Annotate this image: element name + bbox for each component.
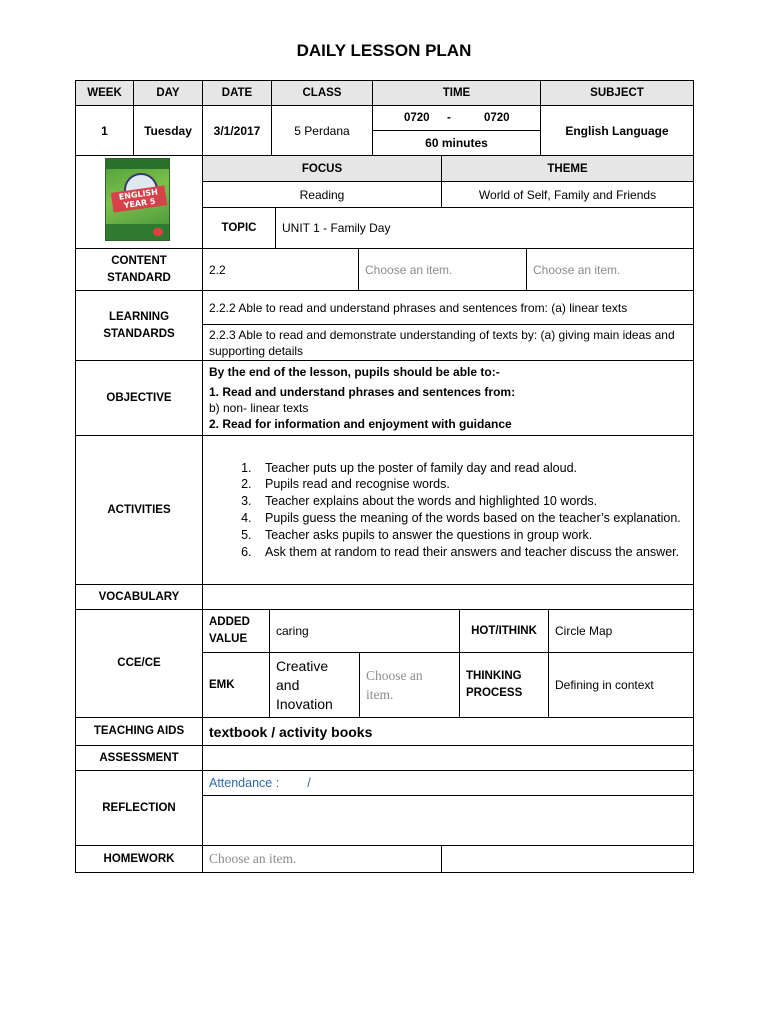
- activities-content: [202, 435, 694, 585]
- activity-item: 5. Teacher asks pupils to answer the questions in group work.: [255, 527, 681, 544]
- day-value: Tuesday: [133, 105, 203, 156]
- activity-item: 2. Pupils read and recognise words.: [255, 476, 681, 493]
- objective-line-2: b) non- linear texts: [209, 401, 309, 415]
- attendance-row[interactable]: [202, 770, 694, 796]
- theme-value: World of Self, Family and Friends: [441, 181, 694, 208]
- vocabulary-value[interactable]: [202, 584, 694, 610]
- emk-choice[interactable]: Choose an item.: [359, 652, 460, 718]
- emk-label: EMK: [202, 652, 270, 718]
- homework-choice[interactable]: Choose an item.: [202, 845, 442, 873]
- topic-value: UNIT 1 - Family Day: [275, 207, 694, 249]
- teaching-aids-label: TEACHING AIDS: [75, 717, 203, 746]
- objective-line-3: 2. Read for information and enjoyment with guidance: [209, 417, 512, 431]
- objective-line-1: 1. Read and understand phrases and sentences from:: [209, 385, 516, 399]
- learning-standard-2: 2.2.3 Able to read and demonstrate understanding of texts by: (a) giving main ideas and supporting details: [202, 324, 694, 361]
- theme-header: THEME: [441, 155, 694, 182]
- page-title: DAILY LESSON PLAN: [296, 41, 472, 60]
- week-header: WEEK: [75, 80, 134, 106]
- content-standard-choice-2[interactable]: Choose an item.: [526, 248, 694, 291]
- activities-label: ACTIVITIES: [75, 435, 203, 585]
- time-separator: -: [447, 112, 451, 124]
- time-start: 0720: [404, 112, 430, 124]
- time-header: TIME: [372, 80, 541, 106]
- objective-content: [202, 360, 694, 436]
- content-standard-choice-1[interactable]: Choose an item.: [358, 248, 527, 291]
- attendance-separator: /: [307, 776, 311, 790]
- objective-label: OBJECTIVE: [75, 360, 203, 436]
- objective-intro: By the end of the lesson, pupils should be able to:-: [209, 365, 500, 379]
- focus-value: Reading: [202, 181, 442, 208]
- added-value-value: caring: [269, 609, 460, 653]
- reflection-label: REFLECTION: [75, 770, 203, 846]
- thinking-process-label: THINKING PROCESS: [459, 652, 549, 718]
- content-standard-value: 2.2: [202, 248, 359, 291]
- homework-extra[interactable]: [441, 845, 694, 873]
- textbook-cover-title: ENGLISH YEAR 5: [111, 185, 167, 212]
- focus-header: FOCUS: [202, 155, 442, 182]
- cce-label: CCE/CE: [75, 609, 203, 718]
- added-value-label: ADDED VALUE: [202, 609, 270, 653]
- reflection-notes[interactable]: [202, 795, 694, 846]
- duration-value: 60 minutes: [372, 130, 541, 156]
- emk-value: Creative and Inovation: [269, 652, 360, 718]
- subject-header: SUBJECT: [540, 80, 694, 106]
- subject-value: English Language: [540, 105, 694, 156]
- activity-item: 3. Teacher explains about the words and highlighted 10 words.: [255, 493, 681, 510]
- homework-label: HOMEWORK: [75, 845, 203, 873]
- textbook-cover-image: [105, 158, 170, 241]
- class-value: 5 Perdana: [271, 105, 373, 156]
- assessment-label: ASSESSMENT: [75, 745, 203, 771]
- activity-item: 4. Pupils guess the meaning of the words based on the teacher’s explanation.: [255, 510, 681, 527]
- thinking-process-value: Defining in context: [548, 652, 694, 718]
- week-value: 1: [75, 105, 134, 156]
- attendance-label: Attendance :: [209, 776, 280, 790]
- day-header: DAY: [133, 80, 203, 106]
- activities-list: [203, 460, 681, 561]
- activity-item: 1. Teacher puts up the poster of family day and read aloud.: [255, 460, 681, 477]
- hot-ithink-value: Circle Map: [548, 609, 694, 653]
- activity-item: 6. Ask them at random to read their answers and teacher discuss the answer.: [255, 544, 681, 561]
- date-header: DATE: [202, 80, 272, 106]
- vocabulary-label: VOCABULARY: [75, 584, 203, 610]
- date-value: 3/1/2017: [202, 105, 272, 156]
- teaching-aids-value: textbook / activity books: [202, 717, 694, 746]
- learning-standard-1: 2.2.2 Able to read and understand phrases and sentences from: (a) linear texts: [202, 290, 694, 325]
- assessment-value[interactable]: [202, 745, 694, 771]
- hot-ithink-label: HOT/ITHINK: [459, 609, 549, 653]
- learning-standards-label: LEARNING STANDARDS: [75, 290, 203, 361]
- class-header: CLASS: [271, 80, 373, 106]
- content-standard-label: CONTENT STANDARD: [75, 248, 203, 291]
- time-end: 0720: [484, 112, 510, 124]
- topic-label: TOPIC: [202, 207, 276, 249]
- time-range: [372, 105, 541, 131]
